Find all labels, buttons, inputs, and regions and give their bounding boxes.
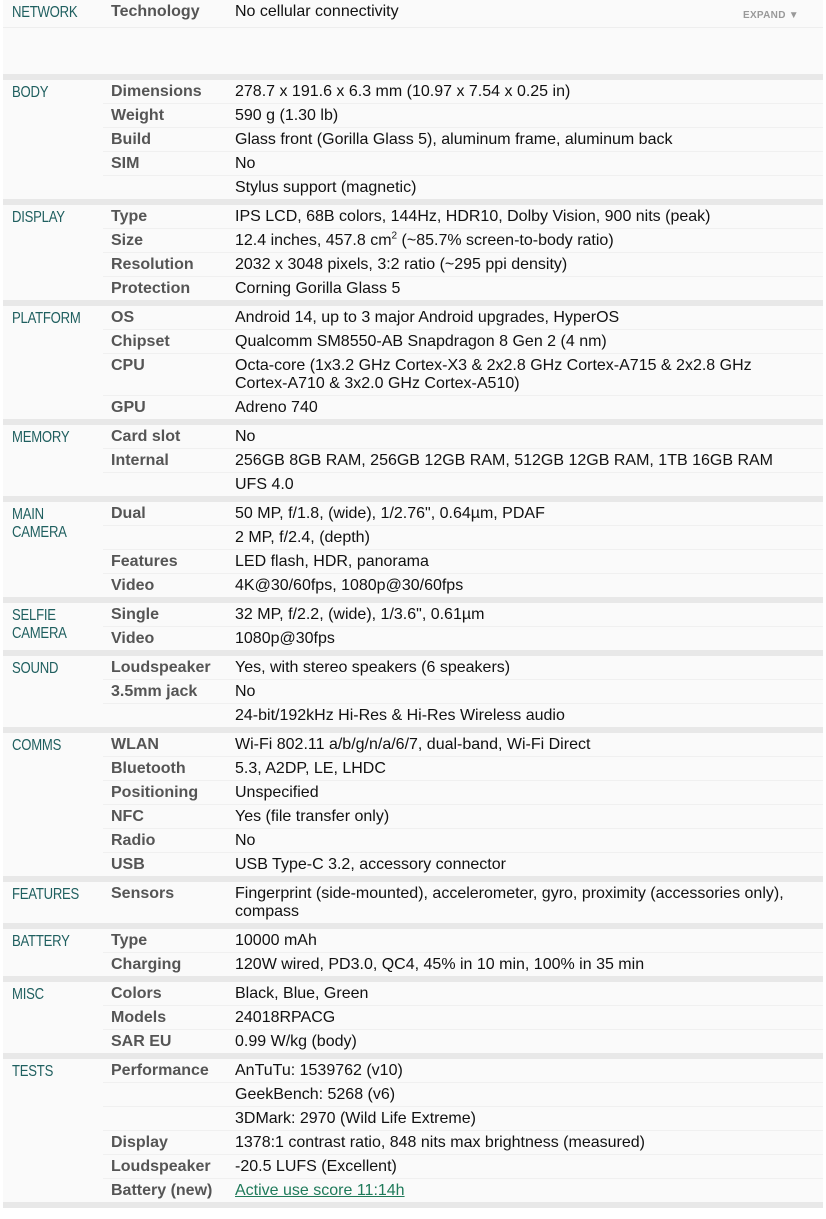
section-memory	[3, 425, 823, 496]
spec-value-text: 24-bit/192kHz Hi-Res & Hi-Res Wireless audio	[235, 706, 565, 724]
spec-row	[3, 781, 823, 805]
category-word: BODY	[12, 84, 49, 101]
expand-button[interactable]: EXPAND ▼	[742, 9, 799, 21]
spec-value-text: USB Type-C 3.2, accessory connector	[235, 855, 506, 873]
spec-row	[3, 502, 823, 526]
spec-value	[227, 574, 823, 598]
spec-row	[3, 425, 823, 449]
spec-label: 3.5mm jack	[103, 680, 227, 704]
spec-row	[3, 882, 823, 923]
spec-label: Loudspeaker	[103, 1155, 227, 1179]
spec-value-text: 278.7 x 191.6 x 6.3 mm (10.97 x 7.54 x 0.25 in)	[235, 82, 571, 100]
spec-value-text: 32 MP, f/2.2, (wide), 1/3.6", 0.61µm	[235, 605, 485, 623]
spec-value	[227, 306, 823, 330]
category-word: CAMERA	[12, 625, 67, 642]
category-word: BATTERY	[12, 933, 70, 950]
spec-value-text: 2 MP, f/2.4, (depth)	[235, 528, 370, 546]
spec-row	[3, 704, 823, 728]
spec-value-text: Fingerprint (side-mounted), accelerometer, gyro, proximity (accessories only), compass	[235, 884, 784, 920]
category-network: NETWORK	[12, 4, 78, 21]
spec-row	[3, 330, 823, 354]
spec-label: Video	[111, 576, 155, 594]
spec-value-text: 50 MP, f/1.8, (wide), 1/2.76", 0.64µm, PDAF	[235, 504, 545, 522]
category-word: SOUND	[12, 660, 59, 677]
spec-value-text: 3DMark: 2970 (Wild Life Extreme)	[235, 1109, 476, 1127]
spec-row	[3, 80, 823, 104]
spec-value	[227, 829, 823, 853]
spec-value	[227, 1083, 823, 1107]
spec-value	[227, 882, 823, 923]
spec-row	[3, 1107, 823, 1131]
spec-label	[103, 526, 227, 550]
spec-row	[3, 853, 823, 877]
spec-value-text: Stylus support (magnetic)	[235, 178, 417, 196]
category-label	[3, 982, 85, 1053]
spec-value	[227, 781, 823, 805]
spec-row	[3, 449, 823, 473]
spec-label: WLAN	[103, 733, 227, 757]
spec-row	[3, 152, 823, 176]
category-word: MAIN	[12, 506, 44, 523]
spec-value	[227, 757, 823, 781]
spec-label	[103, 1107, 227, 1131]
spec-label: Weight	[103, 104, 227, 128]
spec-value-text: Qualcomm SM8550-AB Snapdragon 8 Gen 2 (4 nm)	[235, 332, 607, 350]
spec-row	[3, 1030, 823, 1054]
spec-value-text: 0.99 W/kg (body)	[235, 1032, 357, 1050]
spec-row	[3, 229, 823, 253]
spec-value	[227, 1006, 823, 1030]
spec-value-text: 2032 x 3048 pixels, 3:2 ratio (~295 ppi density)	[235, 255, 568, 273]
spec-value-text: 5.3, A2DP, LE, LHDC	[235, 759, 386, 777]
spec-label: Bluetooth	[103, 757, 227, 781]
category-word: MEMORY	[12, 429, 70, 446]
section-divider	[3, 1202, 823, 1208]
spec-value	[227, 953, 823, 977]
spec-value-text: 590 g (1.30 lb)	[235, 106, 339, 124]
spec-value	[227, 704, 823, 728]
spec-value	[227, 128, 823, 152]
spec-value	[227, 929, 823, 953]
spec-row	[3, 805, 823, 829]
spec-label: Technology	[111, 2, 200, 20]
spec-row	[3, 680, 823, 704]
spec-value-text: Glass front (Gorilla Glass 5), aluminum frame, aluminum back	[235, 130, 673, 148]
spec-value-text: 4K@30/60fps, 1080p@30/60fps	[235, 576, 464, 594]
spec-value-text: 120W wired, PD3.0, QC4, 45% in 10 min, 100% in 35 min	[235, 955, 645, 973]
spec-label: Internal	[103, 449, 227, 473]
spec-row	[3, 982, 823, 1006]
spec-row	[3, 1006, 823, 1030]
spec-label: Positioning	[103, 781, 227, 805]
spec-row	[3, 253, 823, 277]
category-label	[3, 425, 85, 496]
spec-value-text: IPS LCD, 68B colors, 144Hz, HDR10, Dolby Vision, 900 nits (peak)	[235, 207, 711, 225]
spec-value-text: No	[235, 427, 256, 445]
spec-label: Resolution	[103, 253, 227, 277]
spec-value-text: GeekBench: 5268 (v6)	[235, 1085, 396, 1103]
spec-value-text: Unspecified	[235, 783, 319, 801]
spec-label: Chipset	[103, 330, 227, 354]
category-word: TESTS	[12, 1063, 54, 1080]
spec-label: Charging	[111, 955, 182, 973]
spec-value	[227, 176, 823, 200]
category-label	[3, 656, 85, 727]
spec-value-text: UFS 4.0	[235, 475, 294, 493]
spec-label: USB	[111, 855, 145, 873]
spec-value	[227, 253, 823, 277]
category-word: COMMS	[12, 737, 62, 754]
network-section	[3, 0, 823, 27]
spec-label: Single	[103, 603, 227, 627]
spec-sheet	[3, 0, 823, 1208]
spec-label: SIM	[103, 152, 227, 176]
spec-value-text: 1378:1 contrast ratio, 848 nits max brightness (measured)	[235, 1133, 645, 1151]
spec-label: Colors	[103, 982, 227, 1006]
spec-value-text: Yes (file transfer only)	[235, 807, 390, 825]
spec-label: CPU	[103, 354, 227, 396]
spec-row	[3, 953, 823, 977]
spec-value	[227, 680, 823, 704]
spec-value-text: 12.4 inches, 457.8 cm	[235, 231, 392, 249]
spec-label	[103, 176, 227, 200]
category-word: DISPLAY	[12, 209, 65, 226]
blank-row	[3, 27, 823, 74]
spec-value-text: Adreno 740	[235, 398, 318, 416]
category-label	[3, 929, 85, 976]
spec-row	[3, 603, 823, 627]
spec-value	[227, 733, 823, 757]
spec-row	[3, 757, 823, 781]
spec-value	[227, 656, 823, 680]
spec-row	[3, 929, 823, 953]
spec-label: Size	[103, 229, 227, 253]
spec-label: Dimensions	[103, 80, 227, 104]
spec-value	[227, 104, 823, 128]
spec-row	[3, 1083, 823, 1107]
spec-value-text: Corning Gorilla Glass 5	[235, 279, 401, 297]
category-label	[3, 1059, 85, 1202]
spec-value	[227, 449, 823, 473]
section-misc	[3, 982, 823, 1053]
spec-value	[227, 1030, 823, 1054]
spec-row	[3, 627, 823, 651]
spec-row	[3, 396, 823, 420]
spec-row	[3, 1059, 823, 1083]
spec-row	[3, 176, 823, 200]
spec-value-text: 10000 mAh	[235, 931, 317, 949]
spec-label	[103, 1083, 227, 1107]
spec-label: Type	[103, 929, 227, 953]
spec-row	[3, 1179, 823, 1203]
spec-value-text: No	[235, 682, 256, 700]
section-battery	[3, 929, 823, 976]
spec-label: Display	[103, 1131, 227, 1155]
spec-value	[227, 277, 823, 301]
spec-value-text: (~85.7% screen-to-body ratio)	[397, 231, 614, 249]
spec-label: Battery (new)	[111, 1181, 213, 1199]
category-label	[3, 80, 85, 199]
spec-value	[227, 152, 823, 176]
category-label	[3, 502, 85, 597]
spec-row	[3, 104, 823, 128]
spec-value	[227, 1059, 823, 1083]
spec-value	[227, 853, 823, 877]
spec-label	[103, 473, 227, 497]
spec-value	[227, 982, 823, 1006]
spec-value	[227, 603, 823, 627]
spec-row	[3, 1155, 823, 1179]
spec-value	[227, 805, 823, 829]
category-label	[3, 306, 85, 419]
spec-value-text: No	[235, 154, 256, 172]
spec-label: Sensors	[111, 884, 175, 902]
superscript: 2	[391, 230, 398, 242]
spec-label: Models	[103, 1006, 227, 1030]
section-sound	[3, 656, 823, 727]
spec-value	[227, 1131, 823, 1155]
spec-row	[3, 733, 823, 757]
spec-row	[3, 656, 823, 680]
spec-row	[3, 306, 823, 330]
section-tests	[3, 1059, 823, 1202]
spec-label: Build	[103, 128, 227, 152]
section-features	[3, 882, 823, 923]
spec-label	[103, 704, 227, 728]
category-word: SELFIE	[12, 607, 56, 624]
spec-value-text: 24018RPACG	[235, 1008, 336, 1026]
spec-value	[227, 425, 823, 449]
spec-value-text: -20.5 LUFS (Excellent)	[235, 1157, 397, 1175]
category-word: MISC	[12, 986, 44, 1003]
spec-label: Loudspeaker	[103, 656, 227, 680]
spec-label: NFC	[103, 805, 227, 829]
spec-value-text: Wi-Fi 802.11 a/b/g/n/a/6/7, dual-band, Wi-Fi Direct	[235, 735, 591, 753]
spec-value	[227, 1155, 823, 1179]
category-word: PLATFORM	[12, 310, 81, 327]
spec-row	[3, 829, 823, 853]
spec-row	[3, 277, 823, 301]
spec-row	[3, 1131, 823, 1155]
spec-value	[227, 205, 823, 229]
spec-row	[3, 473, 823, 497]
spec-value	[227, 526, 823, 550]
spec-label: Radio	[103, 829, 227, 853]
section-display	[3, 205, 823, 300]
spec-value	[227, 0, 823, 27]
spec-value-text: 256GB 8GB RAM, 256GB 12GB RAM, 512GB 12GB RAM, 1TB 16GB RAM	[235, 451, 773, 469]
section-main-camera	[3, 502, 823, 597]
spec-row	[3, 205, 823, 229]
spec-value	[227, 229, 823, 253]
section-comms	[3, 733, 823, 876]
spec-value-text: 1080p@30fps	[235, 629, 335, 647]
battery-score-link[interactable]: Active use score 11:14h	[235, 1181, 405, 1199]
spec-value	[227, 550, 823, 574]
category-label	[3, 205, 85, 300]
spec-value-text: Black, Blue, Green	[235, 984, 369, 1002]
category-label	[3, 733, 85, 876]
spec-value-text: Yes, with stereo speakers (6 speakers)	[235, 658, 511, 676]
spec-value	[227, 80, 823, 104]
spec-label: Protection	[111, 279, 191, 297]
spec-row	[3, 574, 823, 598]
spec-label: Card slot	[103, 425, 227, 449]
spec-value-text: Android 14, up to 3 major Android upgrades, HyperOS	[235, 308, 620, 326]
spec-value-text: AnTuTu: 1539762 (v10)	[235, 1061, 403, 1079]
spec-value-text: Octa-core (1x3.2 GHz Cortex-X3 & 2x2.8 GHz Cortex-A715 & 2x2.8 GHz Cortex-A710 & 3x2.0 GHz Cortex-A510)	[235, 356, 752, 392]
section-body	[3, 80, 823, 199]
spec-row	[3, 0, 823, 27]
spec-label: Performance	[103, 1059, 227, 1083]
category-label	[3, 882, 85, 923]
sections-container	[3, 80, 823, 1208]
spec-value	[227, 473, 823, 497]
spec-value	[227, 396, 823, 420]
category-word: CAMERA	[12, 524, 67, 541]
spec-row	[3, 128, 823, 152]
spec-label: Type	[103, 205, 227, 229]
spec-row	[3, 526, 823, 550]
spec-row	[3, 354, 823, 396]
category-label	[3, 603, 85, 650]
spec-value	[227, 627, 823, 651]
category-word: FEATURES	[12, 886, 80, 903]
spec-label: Dual	[103, 502, 227, 526]
spec-value	[227, 502, 823, 526]
spec-label: GPU	[111, 398, 146, 416]
spec-value	[227, 1179, 823, 1203]
spec-value	[227, 330, 823, 354]
spec-label: SAR EU	[111, 1032, 172, 1050]
section-selfie-camera	[3, 603, 823, 650]
spec-value-text: LED flash, HDR, panorama	[235, 552, 429, 570]
spec-label: OS	[103, 306, 227, 330]
spec-value	[227, 354, 823, 396]
spec-value-text: No	[235, 831, 256, 849]
spec-label: Features	[103, 550, 227, 574]
spec-label: Video	[111, 629, 155, 647]
spec-row	[3, 550, 823, 574]
spec-value	[227, 1107, 823, 1131]
section-platform	[3, 306, 823, 419]
spec-value-text: No cellular connectivity	[235, 2, 399, 20]
